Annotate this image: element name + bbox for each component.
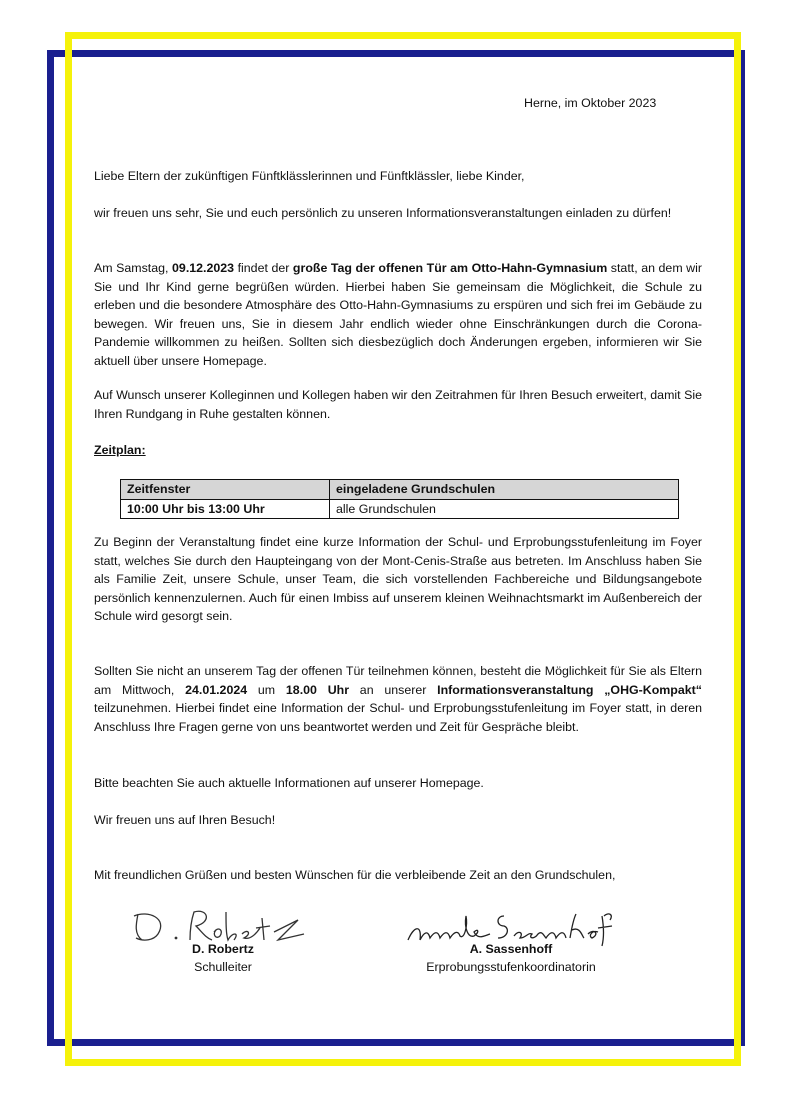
closing-line: Mit freundlichen Grüßen und besten Wünschen für die verbleibende Zeit an den Grundschulen,: [94, 868, 616, 882]
program-paragraph: Zu Beginn der Veranstaltung findet eine kurze Information der Schul- und Erprobungsstufenleitung im Foyer statt, welches Sie durch den Haupteingang von der Mont-Cenis-Straße aus betreten. Im Anschluss haben Sie als Familie Zeit, unsere Schule, unser Team, die sich vorstellenden Fachbereiche und Bildungsangebote persönlich kennenzulernen. Auch für einen Imbiss auf unserem kleinen Weihnachtsmarkt im Außenbereich der Schule wird gesorgt sein.: [94, 535, 702, 623]
timeframe-paragraph: Auf Wunsch unserer Kolleginnen und Kollegen haben wir den Zeitrahmen für Ihren Besuch erweitert, damit Sie Ihren Rundgang in Ruhe gestalten können.: [94, 388, 702, 421]
open-day-paragraph: [94, 259, 702, 370]
info-evening-time: 18.00 Uhr: [285, 682, 350, 697]
text: statt, an dem wir Sie und Ihr Kind gerne begrüßen würden. Hierbei haben Sie gemeinsam die Möglichkeit, die Schule zu erleben und die besondere Atmosphäre des Otto-Hahn-Gymnasiums zu erspüren und sich frei im Gebäude zu bewegen. Wir freuen uns, Sie in diesem Jahr endlich wieder ohne Einschränkungen durch die Corona-Pandemie willkommen zu heißen. Sollten sich diesbezüglich doch Änderungen ergeben, informieren wir Sie aktuell über unsere Homepage.: [94, 261, 703, 368]
column-header: eingeladene Grundschulen: [330, 480, 679, 500]
table-cell: 10:00 Uhr bis 13:00 Uhr: [121, 499, 330, 519]
schedule-table: [120, 479, 679, 519]
text: an unserer: [349, 682, 438, 697]
table-cell: alle Grundschulen: [330, 499, 679, 519]
intro-paragraph: wir freuen uns sehr, Sie und euch persönlich zu unseren Informationsveranstaltungen einladen zu dürfen!: [94, 206, 672, 220]
signer-role: Erprobungsstufenkoordinatorin: [426, 960, 596, 974]
looking-forward: Wir freuen uns auf Ihren Besuch!: [94, 813, 276, 827]
text: Sollten Sie nicht an unserem Tag der offenen Tür teilnehmen können, besteht die Möglichkeit für Sie als Eltern am Mittwoch,: [94, 664, 702, 697]
text: teilzunehmen. Hierbei findet eine Information der Schul- und Erprobungsstufenleitung im Foyer statt, in deren Anschluss Ihre Fragen gerne von uns beantwortet werden und Zeit für Gespräche bleibt.: [94, 701, 702, 734]
date-line: Herne, im Oktober 2023: [524, 96, 657, 110]
text: Am Samstag,: [94, 261, 173, 275]
homepage-note: Bitte beachten Sie auch aktuelle Informationen auf unserer Homepage.: [94, 776, 484, 790]
info-evening-event: Informationsveranstaltung „OHG-Kompakt“: [437, 682, 702, 697]
signer-name: D. Robertz: [192, 942, 254, 956]
open-day-event: große Tag der offenen Tür am Otto-Hahn-Gymnasium: [292, 261, 608, 275]
text: um: [247, 682, 286, 697]
signer-role: Schulleiter: [194, 960, 252, 974]
salutation: Liebe Eltern der zukünftigen Fünftklässlerinnen und Fünftklässler, liebe Kinder,: [94, 169, 525, 183]
table-row: [121, 499, 679, 519]
table-header-row: [121, 480, 679, 500]
info-evening-date: 24.01.2024: [185, 682, 248, 697]
open-day-date: 09.12.2023: [172, 261, 235, 275]
column-header: Zeitfenster: [121, 480, 330, 500]
signature-block-sassenhoff: [402, 940, 620, 976]
signer-name: A. Sassenhoff: [469, 942, 553, 956]
info-evening-paragraph: [94, 662, 702, 736]
signature-block-robertz: [178, 940, 268, 976]
text: findet der: [234, 261, 293, 275]
schedule-heading: Zeitplan:: [94, 443, 146, 457]
